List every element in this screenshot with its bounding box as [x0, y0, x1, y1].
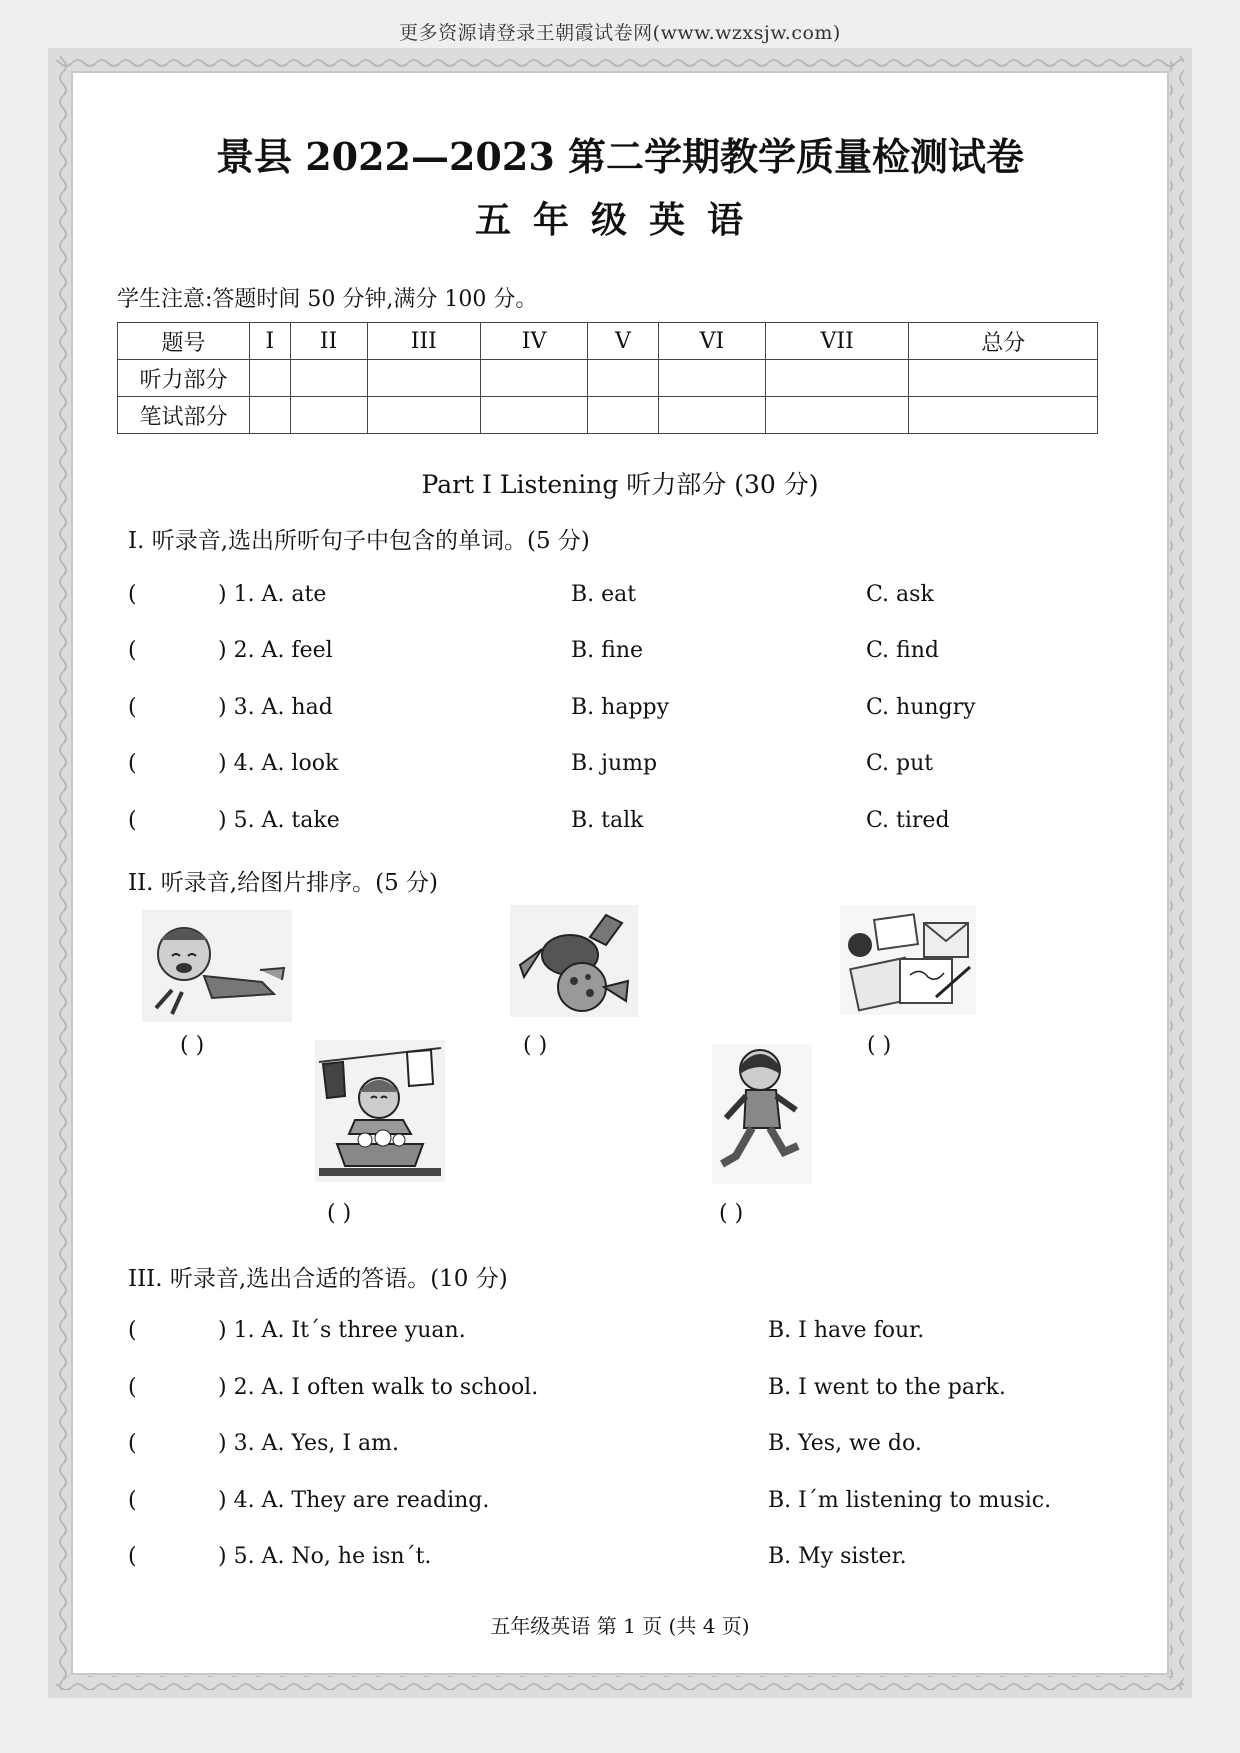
running-girl-icon: [712, 1044, 812, 1184]
option-a: ) 4. A. They are reading.: [218, 1488, 490, 1513]
exam-title: 景县 2022—2023 第二学期教学质量检测试卷: [216, 134, 1024, 179]
picture-answer-paren[interactable]: ( ): [867, 1033, 892, 1058]
score-table-row: [118, 360, 1098, 397]
score-cell[interactable]: [658, 397, 765, 434]
question-row: [128, 1544, 1128, 1574]
option-b: B. Yes, we do.: [768, 1431, 922, 1456]
question-row: [128, 1431, 1128, 1461]
candy-icon: [510, 905, 638, 1017]
option-b: B. fine: [571, 638, 644, 663]
score-row-label: 听力部分: [118, 360, 250, 397]
answer-paren[interactable]: (: [128, 1318, 137, 1343]
picture-answer-paren[interactable]: ( ): [523, 1033, 548, 1058]
option-b: B. talk: [571, 808, 644, 833]
option-a: ) 1. A. ate: [218, 582, 327, 607]
option-b: B. I´m listening to music.: [768, 1488, 1052, 1513]
score-table: [117, 322, 1098, 434]
option-a: ) 2. A. feel: [218, 638, 333, 663]
option-c: C. ask: [866, 582, 934, 607]
option-b: B. jump: [571, 751, 658, 776]
option-c: C. tired: [866, 808, 950, 833]
answer-paren[interactable]: (: [128, 808, 137, 833]
score-cell[interactable]: [765, 397, 909, 434]
score-table-header: [118, 323, 1098, 360]
option-a: ) 2. A. I often walk to school.: [218, 1375, 539, 1400]
score-header-cell: V: [588, 323, 659, 360]
crying-boy-icon: [142, 910, 292, 1022]
option-a: ) 3. A. Yes, I am.: [218, 1431, 399, 1456]
score-header-cell: II: [290, 323, 367, 360]
question-row: [128, 638, 1128, 668]
score-cell[interactable]: [367, 397, 480, 434]
option-a: ) 1. A. It´s three yuan.: [218, 1318, 466, 1343]
answer-paren[interactable]: (: [128, 695, 137, 720]
option-b: B. eat: [571, 582, 637, 607]
picture-answer-paren[interactable]: ( ): [327, 1201, 352, 1226]
section2-title: II. 听录音,给图片排序。(5 分): [128, 870, 438, 896]
question-row: [128, 582, 1128, 612]
picture-answer-paren[interactable]: ( ): [180, 1033, 205, 1058]
score-header-cell: 题号: [118, 323, 250, 360]
option-b: B. I have four.: [768, 1318, 925, 1343]
score-cell[interactable]: [290, 397, 367, 434]
section1-title: I. 听录音,选出所听句子中包含的单词。(5 分): [128, 528, 590, 554]
option-b: B. I went to the park.: [768, 1375, 1006, 1400]
answer-paren[interactable]: (: [128, 1544, 137, 1569]
score-cell[interactable]: [588, 360, 659, 397]
student-notice: 学生注意:答题时间 50 分钟,满分 100 分。: [117, 287, 538, 312]
score-header-cell: I: [250, 323, 291, 360]
score-cell[interactable]: [367, 360, 480, 397]
score-header-cell: VII: [765, 323, 909, 360]
score-header-cell: VI: [658, 323, 765, 360]
option-a: ) 4. A. look: [218, 751, 339, 776]
score-cell[interactable]: [290, 360, 367, 397]
option-a: ) 3. A. had: [218, 695, 333, 720]
score-cell[interactable]: [250, 360, 291, 397]
washing-clothes-icon: [315, 1040, 445, 1182]
section3-title: III. 听录音,选出合适的答语。(10 分): [128, 1266, 508, 1292]
answer-paren[interactable]: (: [128, 1431, 137, 1456]
score-cell[interactable]: [481, 360, 588, 397]
option-a: ) 5. A. take: [218, 808, 340, 833]
score-cell[interactable]: [765, 360, 909, 397]
exam-subtitle: 五年级英语: [474, 199, 765, 241]
score-header-cell: III: [367, 323, 480, 360]
option-a: ) 5. A. No, he isn´t.: [218, 1544, 432, 1569]
answer-paren[interactable]: (: [128, 582, 137, 607]
question-row: [128, 695, 1128, 725]
score-cell[interactable]: [481, 397, 588, 434]
answer-paren[interactable]: (: [128, 1488, 137, 1513]
watermark: 更多资源请登录王朝霞试卷网(www.wzxsjw.com): [399, 22, 841, 44]
answer-paren[interactable]: (: [128, 751, 137, 776]
question-row: [128, 1488, 1128, 1518]
score-row-label: 笔试部分: [118, 397, 250, 434]
option-c: C. hungry: [866, 695, 976, 720]
question-row: [128, 1318, 1128, 1348]
option-b: B. My sister.: [768, 1544, 907, 1569]
score-cell[interactable]: [909, 360, 1098, 397]
answer-paren[interactable]: (: [128, 1375, 137, 1400]
question-row: [128, 751, 1128, 781]
answer-paren[interactable]: (: [128, 638, 137, 663]
score-header-cell: IV: [481, 323, 588, 360]
score-cell[interactable]: [658, 360, 765, 397]
letters-icon: [840, 905, 976, 1015]
question-row: [128, 808, 1128, 838]
score-cell[interactable]: [588, 397, 659, 434]
score-table-row: [118, 397, 1098, 434]
picture-answer-paren[interactable]: ( ): [719, 1201, 744, 1226]
page-footer: 五年级英语 第 1 页 (共 4 页): [490, 1614, 750, 1638]
question-row: [128, 1375, 1128, 1405]
option-c: C. put: [866, 751, 934, 776]
option-c: C. find: [866, 638, 939, 663]
score-cell[interactable]: [909, 397, 1098, 434]
part1-heading: Part I Listening 听力部分 (30 分): [421, 470, 819, 499]
score-header-cell: 总分: [909, 323, 1098, 360]
option-b: B. happy: [571, 695, 670, 720]
score-cell[interactable]: [250, 397, 291, 434]
